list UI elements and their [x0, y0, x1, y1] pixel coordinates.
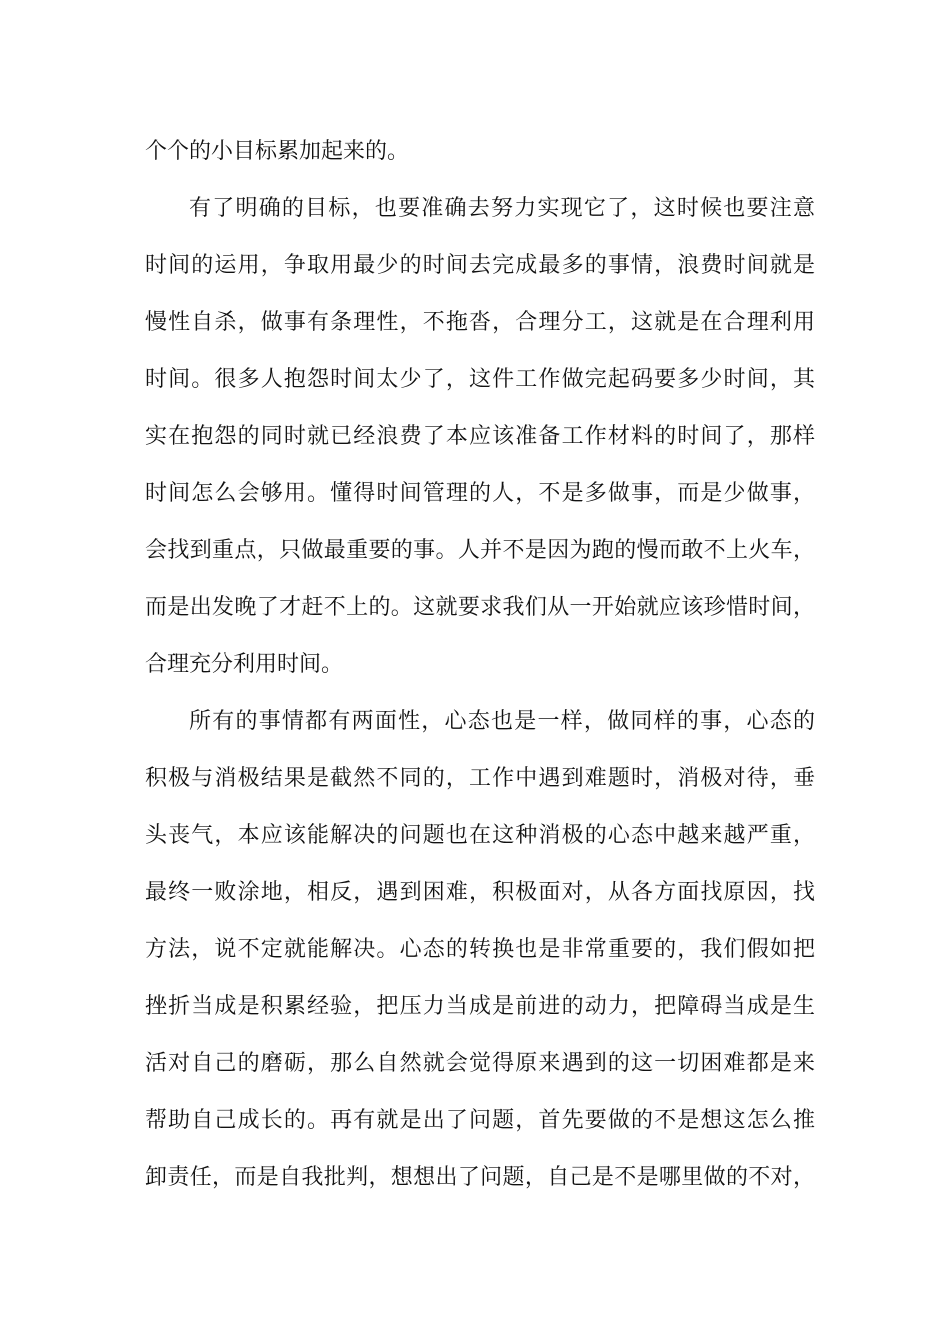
text-line: 卸责任，而是自我批判，想想出了问题，自己是不是哪里做的不对，	[145, 1165, 815, 1190]
text-line: 头丧气，本应该能解决的问题也在这种消极的心态中越来越严重，	[145, 823, 815, 848]
text-line: 合理充分利用时间。	[145, 652, 344, 677]
text-line: 而是出发晚了才赶不上的。这就要求我们从一开始就应该珍惜时间，	[145, 595, 815, 620]
text-line: 所有的事情都有两面性，心态也是一样，做同样的事，心态的	[189, 709, 815, 734]
text-line: 实在抱怨的同时就已经浪费了本应该准备工作材料的时间了，那样	[145, 424, 815, 449]
text-line: 有了明确的目标，也要准确去努力实现它了，这时候也要注意	[189, 196, 815, 221]
text-line: 帮助自己成长的。再有就是出了问题，首先要做的不是想这怎么推	[145, 1108, 815, 1133]
text-line: 时间的运用，争取用最少的时间去完成最多的事情，浪费时间就是	[145, 253, 815, 278]
text-line: 挫折当成是积累经验，把压力当成是前进的动力，把障碍当成是生	[145, 994, 815, 1019]
body-text	[145, 130, 815, 1213]
text-line: 方法，说不定就能解决。心态的转换也是非常重要的，我们假如把	[145, 937, 815, 962]
text-line: 慢性自杀，做事有条理性，不拖沓，合理分工，这就是在合理利用	[145, 310, 815, 335]
text-line: 时间。很多人抱怨时间太少了，这件工作做完起码要多少时间，其	[145, 367, 815, 392]
text-line: 个个的小目标累加起来的。	[145, 139, 410, 164]
text-line: 会找到重点，只做最重要的事。人并不是因为跑的慢而敢不上火车，	[145, 538, 815, 563]
text-line: 活对自己的磨砺，那么自然就会觉得原来遇到的这一切困难都是来	[145, 1051, 815, 1076]
text-line: 积极与消极结果是截然不同的，工作中遇到难题时，消极对待，垂	[145, 766, 815, 791]
text-line: 最终一败涂地，相反，遇到困难，积极面对，从各方面找原因，找	[145, 880, 815, 905]
text-line: 时间怎么会够用。懂得时间管理的人，不是多做事，而是少做事，	[145, 481, 815, 506]
